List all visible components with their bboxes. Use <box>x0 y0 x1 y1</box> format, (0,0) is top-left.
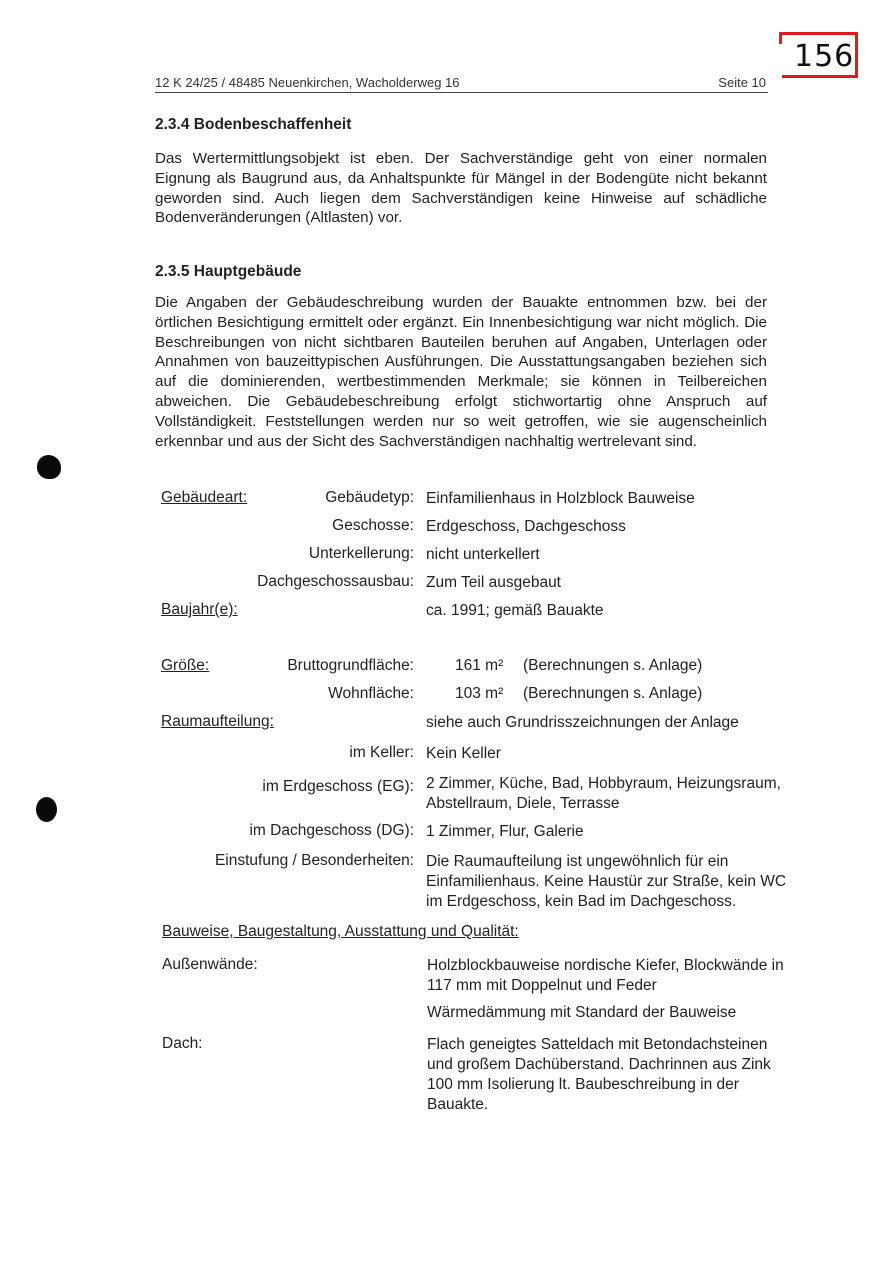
value-unterkellerung: nicht unterkellert <box>426 546 540 563</box>
paragraph-hauptgebaeude: Die Angaben der Gebäudeschreibung wurden der Bauakte entnommen bzw. bei der örtlichen Besichtigung ermittelt oder ergänzt. Ein Innenbesichtigung war nicht möglich. Die Beschreibungen von nicht sichtbaren Bauteilen beruhen auf Angaben, Unterlagen oder Annahmen von bauzeittypischen Ausführungen. Die Ausstattungsangaben beziehen sich auf die dominierenden, wertbestimmenden Merkmale; sie können in Teilbereichen abweichen. Die Gebäudebeschreibung erfolgt stichwortartig ohne Anspruch auf Vollständigkeit. Feststellungen werden nur so weit getroffen, wie sie augenscheinlich erkennbar und aus der Sicht des Sachverständigen nachhaltig wertrelevant sind. <box>155 294 767 450</box>
heading-raumaufteilung: Raumaufteilung: <box>161 713 274 730</box>
value-geschosse: Erdgeschoss, Dachgeschoss <box>426 518 626 535</box>
value-dach: Flach geneigtes Satteldach mit Betondachsteinen und großem Dachüberstand. Dachrinnen aus Zink 100 mm Isolierung lt. Baubeschreibung in der Bauakte. <box>427 1036 771 1113</box>
value-erdgeschoss: 2 Zimmer, Küche, Bad, Hobbyraum, Heizungsraum, Abstellraum, Diele, Terrasse <box>426 775 781 812</box>
note-wohnflaeche: (Berechnungen s. Anlage) <box>523 685 703 702</box>
heading-baujahr: Baujahr(e): <box>161 601 238 618</box>
punch-hole-mark-bottom <box>36 797 57 822</box>
heading-gebaeudeart: Gebäudeart: <box>161 489 248 506</box>
label-unterkellerung: Unterkellerung: <box>308 545 414 562</box>
label-dachgeschoss: im Dachgeschoss (DG): <box>249 822 414 839</box>
label-aussenwaende: Außenwände: <box>162 956 258 973</box>
value-dachgeschoss: 1 Zimmer, Flur, Galerie <box>426 823 584 840</box>
value-gebaeudetyp: Einfamilienhaus in Holzblock Bauweise <box>426 490 695 507</box>
punch-hole-mark-top <box>37 455 61 479</box>
value-raumaufteilung-intro: siehe auch Grundrisszeichnungen der Anlage <box>426 714 739 731</box>
label-keller: im Keller: <box>349 744 414 761</box>
paragraph-bodenbeschaffenheit: Das Wertermittlungsobjekt ist eben. Der Sachverständige geht von einer normalen Eignung als Baugrund aus, da Anhaltspunkte für Mängel in der Bodengüte nicht bekannt geworden sind. Auch liegen dem Sachverständigen keine Hinweise auf schädliche Bodenveränderungen (Altlasten) vor. <box>155 150 767 227</box>
header-case-address: 12 K 24/25 / 48485 Neuenkirchen, Wacholderweg 16 <box>155 75 460 90</box>
heading-bauweise: Bauweise, Baugestaltung, Ausstattung und Qualität: <box>162 923 519 940</box>
value-baujahr: ca. 1991; gemäß Bauakte <box>426 602 604 619</box>
value-bruttogrundflaeche: 161 m² <box>455 657 504 674</box>
label-bruttogrundflaeche: Bruttogrundfläche: <box>287 657 414 674</box>
stamp-number: 156 <box>794 39 855 74</box>
label-gebaeudetyp: Gebäudetyp: <box>325 489 414 506</box>
label-dach: Dach: <box>162 1035 203 1052</box>
heading-groesse: Größe: <box>161 657 210 674</box>
label-erdgeschoss: im Erdgeschoss (EG): <box>262 778 414 795</box>
page-stamp <box>782 32 858 78</box>
label-besonderheiten: Einstufung / Besonderheiten: <box>214 852 414 869</box>
value-keller: Kein Keller <box>426 745 501 762</box>
note-bruttogrundflaeche: (Berechnungen s. Anlage) <box>523 657 703 674</box>
section-title-hauptgebaeude: 2.3.5 Hauptgebäude <box>155 263 302 280</box>
value-aussenwaende: Holzblockbauweise nordische Kiefer, Blockwände in 117 mm mit Doppelnut und Feder <box>427 957 784 994</box>
label-geschosse: Geschosse: <box>332 517 414 534</box>
section-title-bodenbeschaffenheit: 2.3.4 Bodenbeschaffenheit <box>155 116 352 133</box>
value-besonderheiten: Die Raumaufteilung ist ungewöhnlich für ein Einfamilienhaus. Keine Haustür zur Straße, kein WC im Erdgeschoss, kein Bad im Dachgeschoss. <box>426 853 787 910</box>
label-wohnflaeche: Wohnfläche: <box>328 685 414 702</box>
label-dachgeschossausbau: Dachgeschossausbau: <box>257 573 414 590</box>
value-wohnflaeche: 103 m² <box>455 685 504 702</box>
value-waermedaemmung: Wärmedämmung mit Standard der Bauweise <box>427 1004 737 1021</box>
value-dachgeschossausbau: Zum Teil ausgebaut <box>426 574 561 591</box>
header-page-number: Seite 10 <box>718 75 766 90</box>
page-header <box>155 74 768 93</box>
